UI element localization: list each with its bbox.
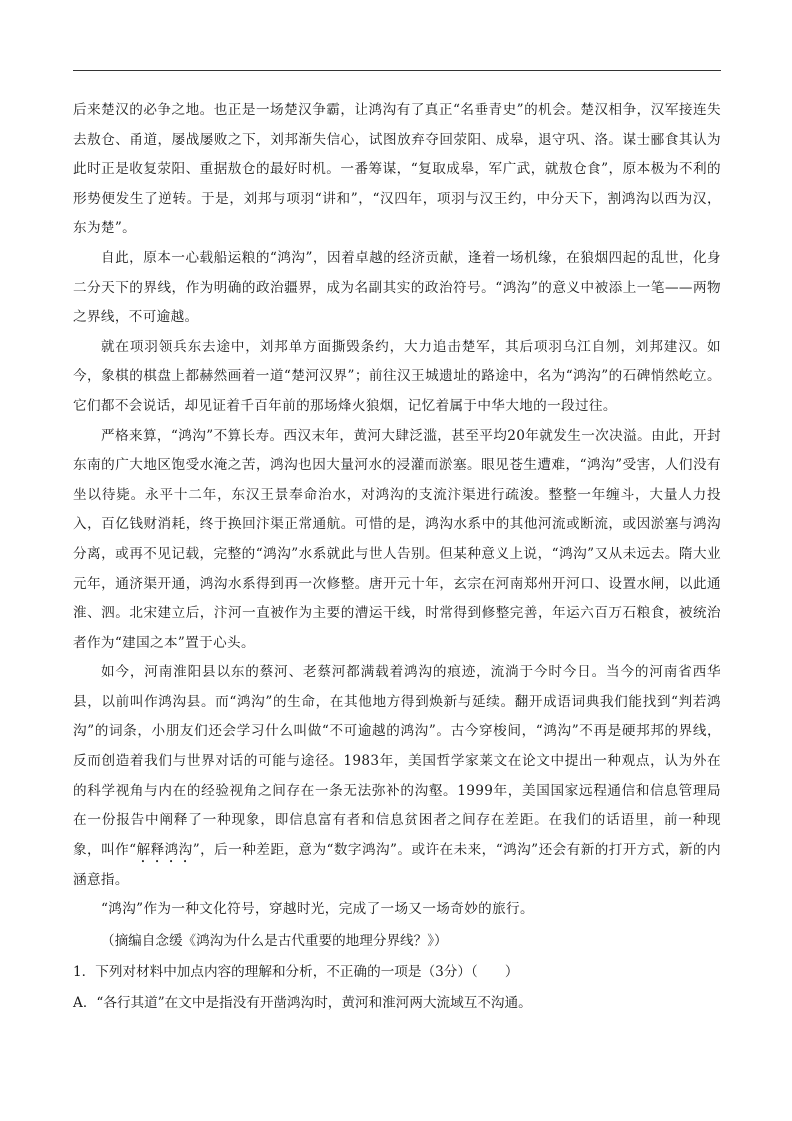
paragraph-1: 后来楚汉的必争之地。也正是一场楚汉争霸，让鸿沟有了真正“名垂青史”的机会。楚汉相争，汉军接连失去敖仓、甬道，屡战屡败之下，刘邦渐失信心，试图放弃夺回荥阳、成皋，退守巩、洛。谋士郦食其认为此时正是收复荥阳、重据敖仓的最好时机。一番筹谋，“复取成皋，军广武，就敖仓食”，原本极为不利的形势便发生了逆转。于是，刘邦与项羽“讲和”，“汉四年，项羽与汉王约，中分天下，割鸿沟以西为汉，东为楚”。 <box>73 102 721 237</box>
option-a: A．“各行其道”在文中是指没有开凿鸿沟时，黄河和淮河两大流域互不沟通。 <box>73 994 532 1011</box>
paragraph-5-text: 如今，河南淮阳县以东的蔡河、老蔡河都满载着鸿沟的痕迹，流淌于今时今日。当今的河南省西华县，以前叫作鸿沟县。而“鸿沟”的生命，在其他地方得到焕新与延续。翻开成语词典我们能找到“判若鸿沟”的词条，小朋友们还会学习什么叫做“不可逾越的鸿沟”。古今穿梭间，“鸿沟”不再是硬邦邦的界线，反而创造着我们与世界对话的可能与途径。1983年，美国哲学家莱文在论文中提出一种观点，认为外在的科学视角与内在的经验视角之间存在一条无法弥补的沟壑。1999年，美国国家远程通信和信息管理局在一份报告中阐释了一种现象，即信息富有者和信息贫困者之间存在差距。在我们的话语里，前一种现象，叫作 <box>73 664 721 858</box>
dotted-term: “解释鸿沟” <box>129 841 201 858</box>
paragraph-closing: “鸿沟”作为一种文化符号，穿越时光，完成了一场又一场奇妙的旅行。 <box>101 901 534 918</box>
source-citation: （摘编自念缓《鸿沟为什么是古代重要的地理分界线？》） <box>101 933 448 950</box>
article-body <box>73 96 721 1019</box>
paragraph-2: 自此，原本一心载船运粮的“鸿沟”，因着卓越的经济贡献，逢着一场机缘，在狼烟四起的乱世，化身二分天下的界线，作为明确的政治疆界，成为名副其实的政治符号。“鸿沟”的意义中被添上一笔——两物之界线，不可逾越。 <box>73 249 721 326</box>
header-rule <box>73 70 721 71</box>
question-1: 1．下列对材料中加点内容的理解和分析，不正确的一项是（3分）（ ） <box>73 963 519 980</box>
paragraph-3: 就在项羽领兵东去途中，刘邦单方面撕毁条约，大力追击楚军，其后项羽乌江自刎，刘邦建汉。如今，象棋的棋盘上都赫然画着一道“楚河汉界”；前往汉王城遗址的路途中，名为“鸿沟”的石碑悄然屹立。它们都不会说话，却见证着千百年前的那场烽火狼烟，记忆着属于中华大地的一段过往。 <box>73 338 721 414</box>
paragraph-5-tail: ，后一种差距，意为“数字鸿沟”。或许在未来，“鸿沟”还会有新的打开方式，新的内涵意指。 <box>73 841 722 888</box>
paragraph-4: 严格来算，“鸿沟”不算长寿。西汉末年，黄河大肆泛滥，甚至平均20年就发生一次决溢。由此，开封东南的广大地区饱受水淹之苦，鸿沟也因大量河水的浸灌而淤塞。眼见苍生遭难，“鸿沟”受害，人们没有坐以待毙。永平十二年，东汉王景奉命治水，对鸿沟的支流汴渠进行疏浚。整整一年缠斗，大量人力投入，百亿钱财消耗，终于换回汴渠正常通航。可惜的是，鸿沟水系中的其他河流或断流，或因淤塞与鸿沟分离，或再不见记载，完整的“鸿沟”水系就此与世人告别。但某种意义上说，“鸿沟”又从未远去。隋大业元年，通济渠开通，鸿沟水系得到再一次修整。唐开元十年，玄宗在河南郑州开河口、设置水闸，以此通淮、泗。北宋建立后，汴河一直被作为主要的漕运干线，时常得到修整完善，年运六百万石粮食，被统治者作为“建国之本”置于心头。 <box>73 427 721 651</box>
paragraph-5 <box>73 658 721 895</box>
